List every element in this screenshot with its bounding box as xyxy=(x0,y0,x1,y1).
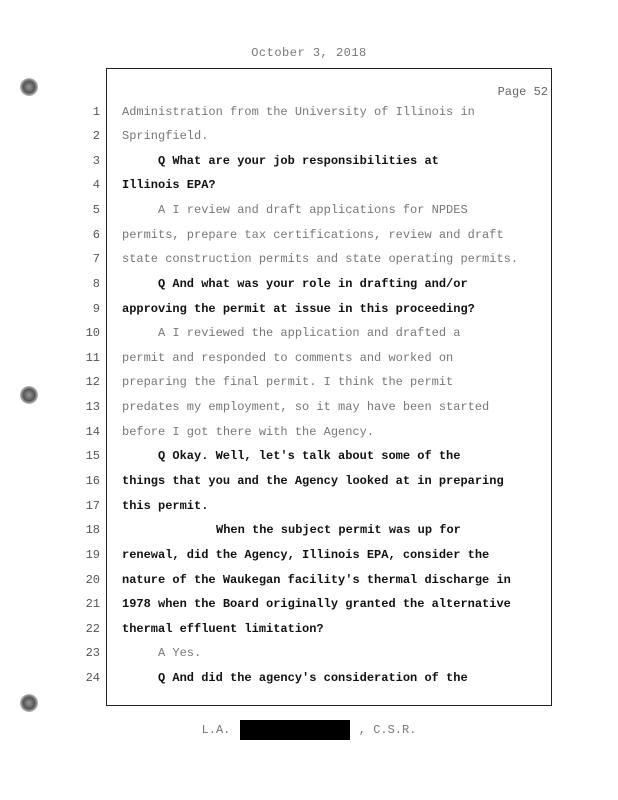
line-number: 11 xyxy=(85,351,100,365)
transcript-line: before I got there with the Agency. xyxy=(122,425,375,439)
line-number: 8 xyxy=(92,277,100,291)
transcript-date-header: October 3, 2018 xyxy=(251,46,367,60)
binder-hole-icon xyxy=(20,694,38,712)
transcript-line: Illinois EPA? xyxy=(122,178,216,192)
line-number: 22 xyxy=(85,622,100,636)
line-number: 12 xyxy=(85,375,100,389)
line-number: 10 xyxy=(85,326,100,340)
transcript-line: permits, prepare tax certifications, review and draft xyxy=(122,228,504,242)
transcript-line: approving the permit at issue in this proceeding? xyxy=(122,302,475,316)
line-number: 1 xyxy=(92,105,100,119)
line-number: 21 xyxy=(85,597,100,611)
transcript-line: A I reviewed the application and drafted a xyxy=(158,326,461,340)
reporter-initials: L.A. xyxy=(201,723,231,738)
line-number: 2 xyxy=(92,129,100,143)
redaction-bar xyxy=(240,720,350,740)
line-number: 3 xyxy=(92,154,100,168)
line-number: 19 xyxy=(85,548,100,562)
binder-hole-icon xyxy=(20,386,38,404)
page-number: Page 52 xyxy=(497,85,548,99)
line-number: 24 xyxy=(85,671,100,685)
line-number: 18 xyxy=(85,523,100,537)
transcript-line: When the subject permit was up for xyxy=(216,523,461,537)
transcript-line: A Yes. xyxy=(158,646,202,660)
transcript-line: Q Okay. Well, let's talk about some of the xyxy=(158,449,461,463)
transcript-line: state construction permits and state operating permits. xyxy=(122,252,519,266)
line-number: 16 xyxy=(85,474,100,488)
transcript-line: Q What are your job responsibilities at xyxy=(158,154,439,168)
transcript-line: thermal effluent limitation? xyxy=(122,622,324,636)
transcript-line: A I review and draft applications for NPDES xyxy=(158,203,468,217)
line-number: 14 xyxy=(85,425,100,439)
binder-hole-icon xyxy=(20,78,38,96)
transcript-line: nature of the Waukegan facility's thermal discharge in xyxy=(122,573,511,587)
line-number: 5 xyxy=(92,203,100,217)
line-number: 23 xyxy=(85,646,100,660)
transcript-line: Springfield. xyxy=(122,129,209,143)
line-number: 4 xyxy=(92,178,100,192)
transcript-line: this permit. xyxy=(122,499,209,513)
line-number: 9 xyxy=(92,302,100,316)
transcript-line: Administration from the University of Illinois in xyxy=(122,105,475,119)
transcript-line: renewal, did the Agency, Illinois EPA, consider the xyxy=(122,548,490,562)
transcript-line: preparing the final permit. I think the permit xyxy=(122,375,454,389)
line-number: 17 xyxy=(85,499,100,513)
transcript-line: 1978 when the Board originally granted the alternative xyxy=(122,597,511,611)
transcript-line: Q And what was your role in drafting and/or xyxy=(158,277,468,291)
transcript-line: Q And did the agency's consideration of the xyxy=(158,671,468,685)
line-number: 20 xyxy=(85,573,100,587)
reporter-footer xyxy=(0,720,618,740)
line-number: 7 xyxy=(92,252,100,266)
transcript-line: predates my employment, so it may have been started xyxy=(122,400,490,414)
transcript-line: permit and responded to comments and worked on xyxy=(122,351,454,365)
line-number: 15 xyxy=(85,449,100,463)
reporter-credential: , C.S.R. xyxy=(358,723,417,738)
transcript-line: things that you and the Agency looked at in preparing xyxy=(122,474,504,488)
line-number: 13 xyxy=(85,400,100,414)
line-number: 6 xyxy=(92,228,100,242)
